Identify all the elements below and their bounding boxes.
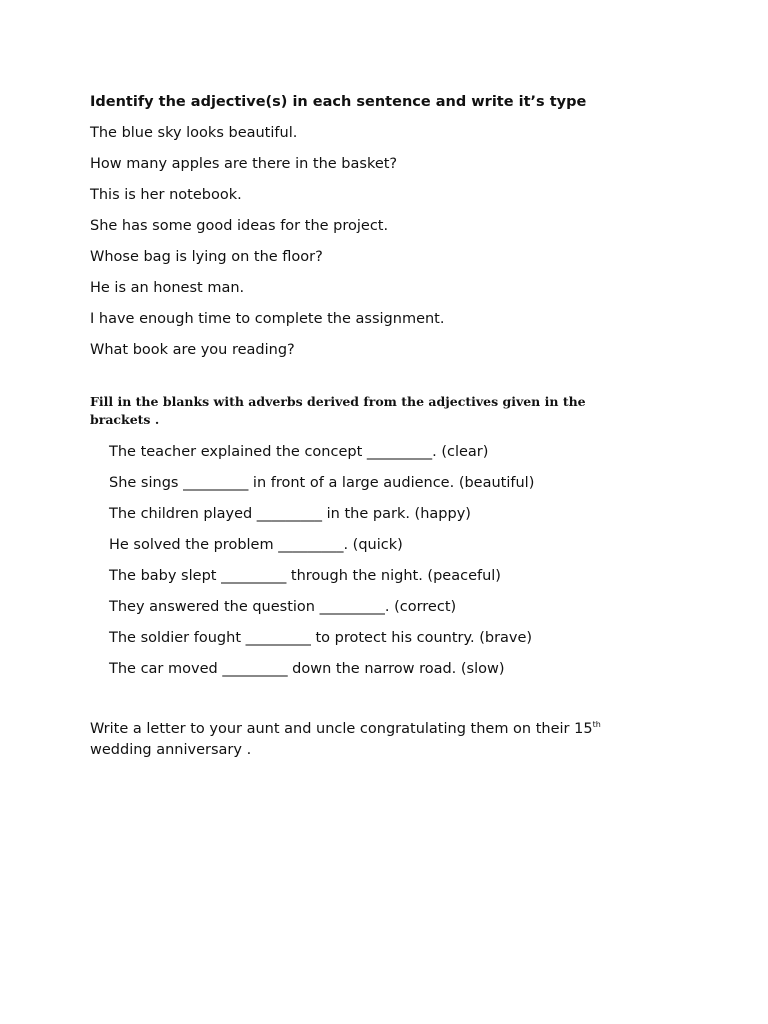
sentence-item: I have enough time to complete the assignment. bbox=[90, 311, 445, 327]
fill-blank-item bbox=[90, 659, 650, 679]
sentence-item: The blue sky looks beautiful. bbox=[90, 125, 298, 141]
fill-blank-text: She sings _________ in front of a large audience. (beautiful) bbox=[109, 475, 535, 491]
sentence-item: Whose bag is lying on the floor? bbox=[90, 249, 323, 265]
sentence-item: How many apples are there in the basket? bbox=[90, 156, 398, 172]
letter-prompt-superscript: th bbox=[592, 720, 601, 730]
adjective-section-title: Identify the adjective(s) in each sentence and write it’s type bbox=[90, 94, 587, 110]
fill-blank-text: The teacher explained the concept _________. (clear) bbox=[109, 444, 489, 460]
fill-blank-text: He solved the problem _________. (quick) bbox=[109, 537, 403, 553]
fill-blank-text: The baby slept _________ through the night. (peaceful) bbox=[109, 568, 501, 584]
fill-blank-text: The children played _________ in the park. (happy) bbox=[109, 506, 471, 522]
fill-blank-text: They answered the question _________. (correct) bbox=[109, 599, 457, 615]
fill-blank-item bbox=[90, 628, 650, 648]
adjective-section bbox=[90, 92, 650, 360]
fill-blank-item bbox=[90, 566, 650, 586]
sentence-item: He is an honest man. bbox=[90, 280, 245, 296]
sentence-item: She has some good ideas for the project. bbox=[90, 218, 389, 234]
fill-blank-text: The car moved _________ down the narrow road. (slow) bbox=[109, 661, 505, 677]
fill-blank-item bbox=[90, 442, 650, 462]
fill-blank-item bbox=[90, 535, 650, 555]
fill-blank-item bbox=[90, 473, 650, 493]
letter-writing-prompt bbox=[90, 719, 635, 761]
adverb-section-title: Fill in the blanks with adverbs derived from the adjectives given in the brackets . bbox=[90, 394, 586, 427]
fill-blank-item bbox=[90, 597, 650, 617]
fill-blank-text: The soldier fought _________ to protect his country. (brave) bbox=[109, 630, 533, 646]
worksheet-page bbox=[90, 92, 650, 761]
adverb-section bbox=[90, 393, 650, 679]
sentence-item: This is her notebook. bbox=[90, 187, 242, 203]
sentence-item: What book are you reading? bbox=[90, 342, 295, 358]
letter-prompt-text: Write a letter to your aunt and uncle congratulating them on their 15 bbox=[90, 721, 593, 737]
fill-blank-item bbox=[90, 504, 650, 524]
letter-prompt-text-end: wedding anniversary . bbox=[90, 742, 252, 758]
